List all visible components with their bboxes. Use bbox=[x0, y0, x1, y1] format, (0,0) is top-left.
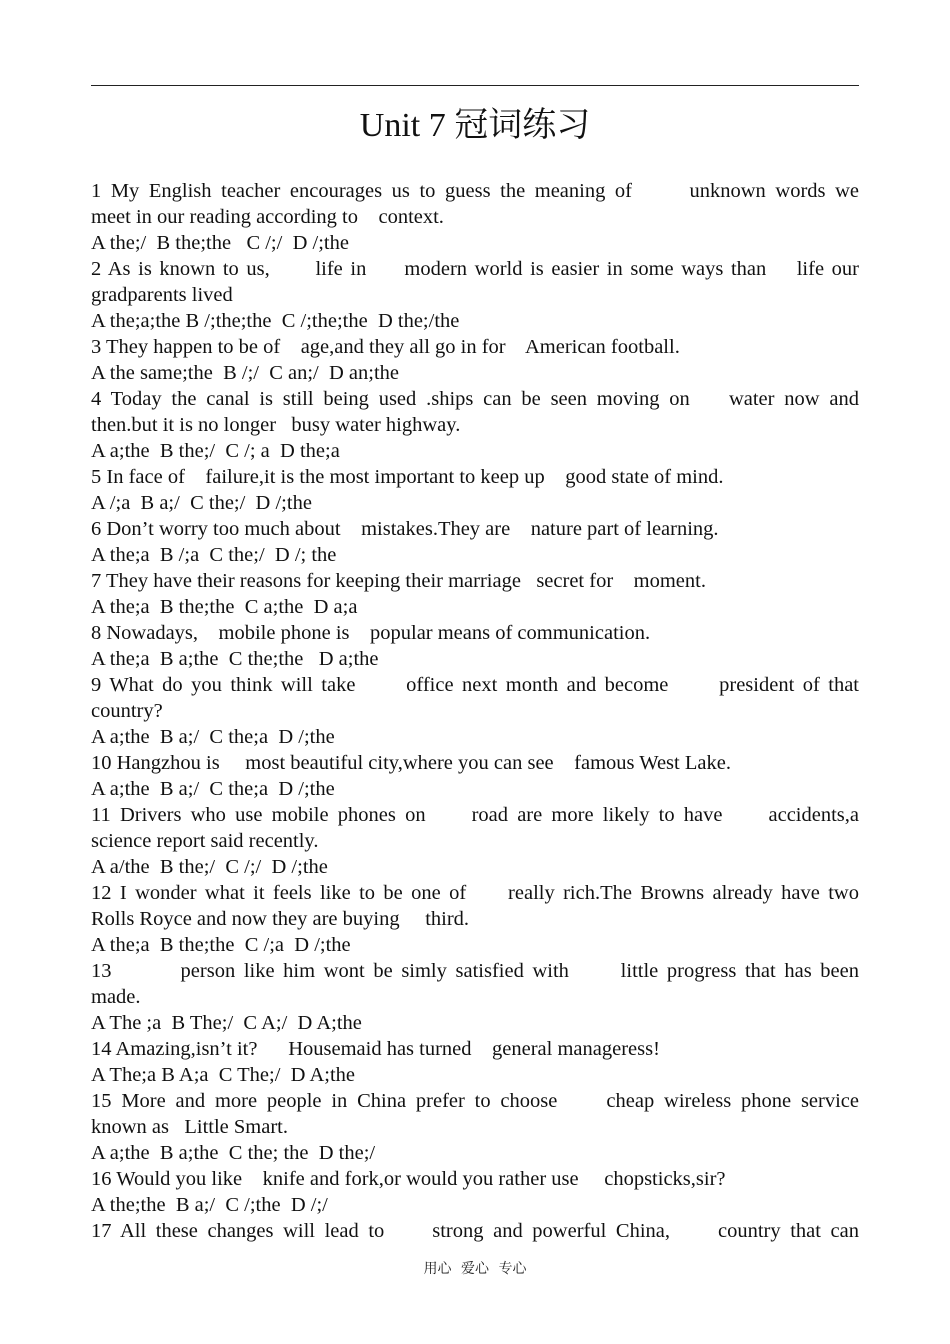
text-line: meet in our reading according to context. bbox=[91, 206, 444, 228]
text-line: 4 Today the canal is still being used .ships can be seen moving on water now and bbox=[91, 388, 859, 410]
text-line: gradparents lived bbox=[91, 284, 233, 306]
text-line: 3 They happen to be of age,and they all go in for American football. bbox=[91, 336, 680, 358]
text-line: A a;the B the;/ C /; a D the;a bbox=[91, 440, 340, 462]
text-line: 7 They have their reasons for keeping their marriage secret for moment. bbox=[91, 570, 706, 592]
text-line: 15 More and more people in China prefer to choose cheap wireless phone service bbox=[91, 1090, 859, 1112]
text-line: A the same;the B /;/ C an;/ D an;the bbox=[91, 362, 400, 384]
text-line: 2 As is known to us, life in modern world is easier in some ways than life our bbox=[91, 258, 859, 280]
text-line: country? bbox=[91, 700, 163, 722]
text-line: A a;the B a;/ C the;a D /;the bbox=[91, 726, 335, 748]
text-line: A the;a B a;the C the;the D a;the bbox=[91, 648, 379, 670]
text-line: 9 What do you think will take office next month and become president of that bbox=[91, 674, 859, 696]
text-line: A /;a B a;/ C the;/ D /;the bbox=[91, 492, 312, 514]
exercise-body bbox=[91, 178, 859, 1244]
text-line: A a/the B the;/ C /;/ D /;the bbox=[91, 856, 328, 878]
page-footer: 用心 爱心 专心 bbox=[423, 1262, 527, 1277]
text-line: 12 I wonder what it feels like to be one of really rich.The Browns already have two bbox=[91, 882, 859, 904]
page-title: Unit 7 冠词练习 bbox=[359, 107, 591, 144]
text-line: 14 Amazing,isn’t it? Housemaid has turned general manageress! bbox=[91, 1038, 660, 1060]
text-line: A the;a B /;a C the;/ D /; the bbox=[91, 544, 337, 566]
text-line: made. bbox=[91, 986, 141, 1008]
text-line: 17 All these changes will lead to strong and powerful China, country that can bbox=[91, 1220, 859, 1242]
text-line: A The ;a B The;/ C A;/ D A;the bbox=[91, 1012, 362, 1034]
text-line: A the;a B the;the C /;a D /;the bbox=[91, 934, 351, 956]
text-line: then.but it is no longer busy water highway. bbox=[91, 414, 461, 436]
text-line: A the;/ B the;the C /;/ D /;the bbox=[91, 232, 349, 254]
text-line: A the;the B a;/ C /;the D /;/ bbox=[91, 1194, 328, 1216]
header-rule bbox=[91, 85, 859, 86]
text-line: A a;the B a;/ C the;a D /;the bbox=[91, 778, 335, 800]
text-line: 1 My English teacher encourages us to guess the meaning of unknown words we bbox=[91, 180, 859, 202]
text-line: A The;a B A;a C The;/ D A;the bbox=[91, 1064, 356, 1086]
text-line: Rolls Royce and now they are buying third. bbox=[91, 908, 470, 930]
text-line: 13 person like him wont be simly satisfied with little progress that has been bbox=[91, 960, 859, 982]
text-line: 16 Would you like knife and fork,or would you rather use chopsticks,sir? bbox=[91, 1168, 726, 1190]
text-line: known as Little Smart. bbox=[91, 1116, 289, 1138]
text-line: A the;a B the;the C a;the D a;a bbox=[91, 596, 358, 618]
text-line: 11 Drivers who use mobile phones on road are more likely to have accidents,a bbox=[91, 804, 859, 826]
text-line: A the;a;the B /;the;the C /;the;the D the;/the bbox=[91, 310, 460, 332]
text-line: 8 Nowadays, mobile phone is popular means of communication. bbox=[91, 622, 651, 644]
text-line: 10 Hangzhou is most beautiful city,where you can see famous West Lake. bbox=[91, 752, 731, 774]
text-line: science report said recently. bbox=[91, 830, 319, 852]
text-line: A a;the B a;the C the; the D the;/ bbox=[91, 1142, 376, 1164]
text-line: 5 In face of failure,it is the most important to keep up good state of mind. bbox=[91, 466, 724, 488]
text-line: 6 Don’t worry too much about mistakes.They are nature part of learning. bbox=[91, 518, 719, 540]
